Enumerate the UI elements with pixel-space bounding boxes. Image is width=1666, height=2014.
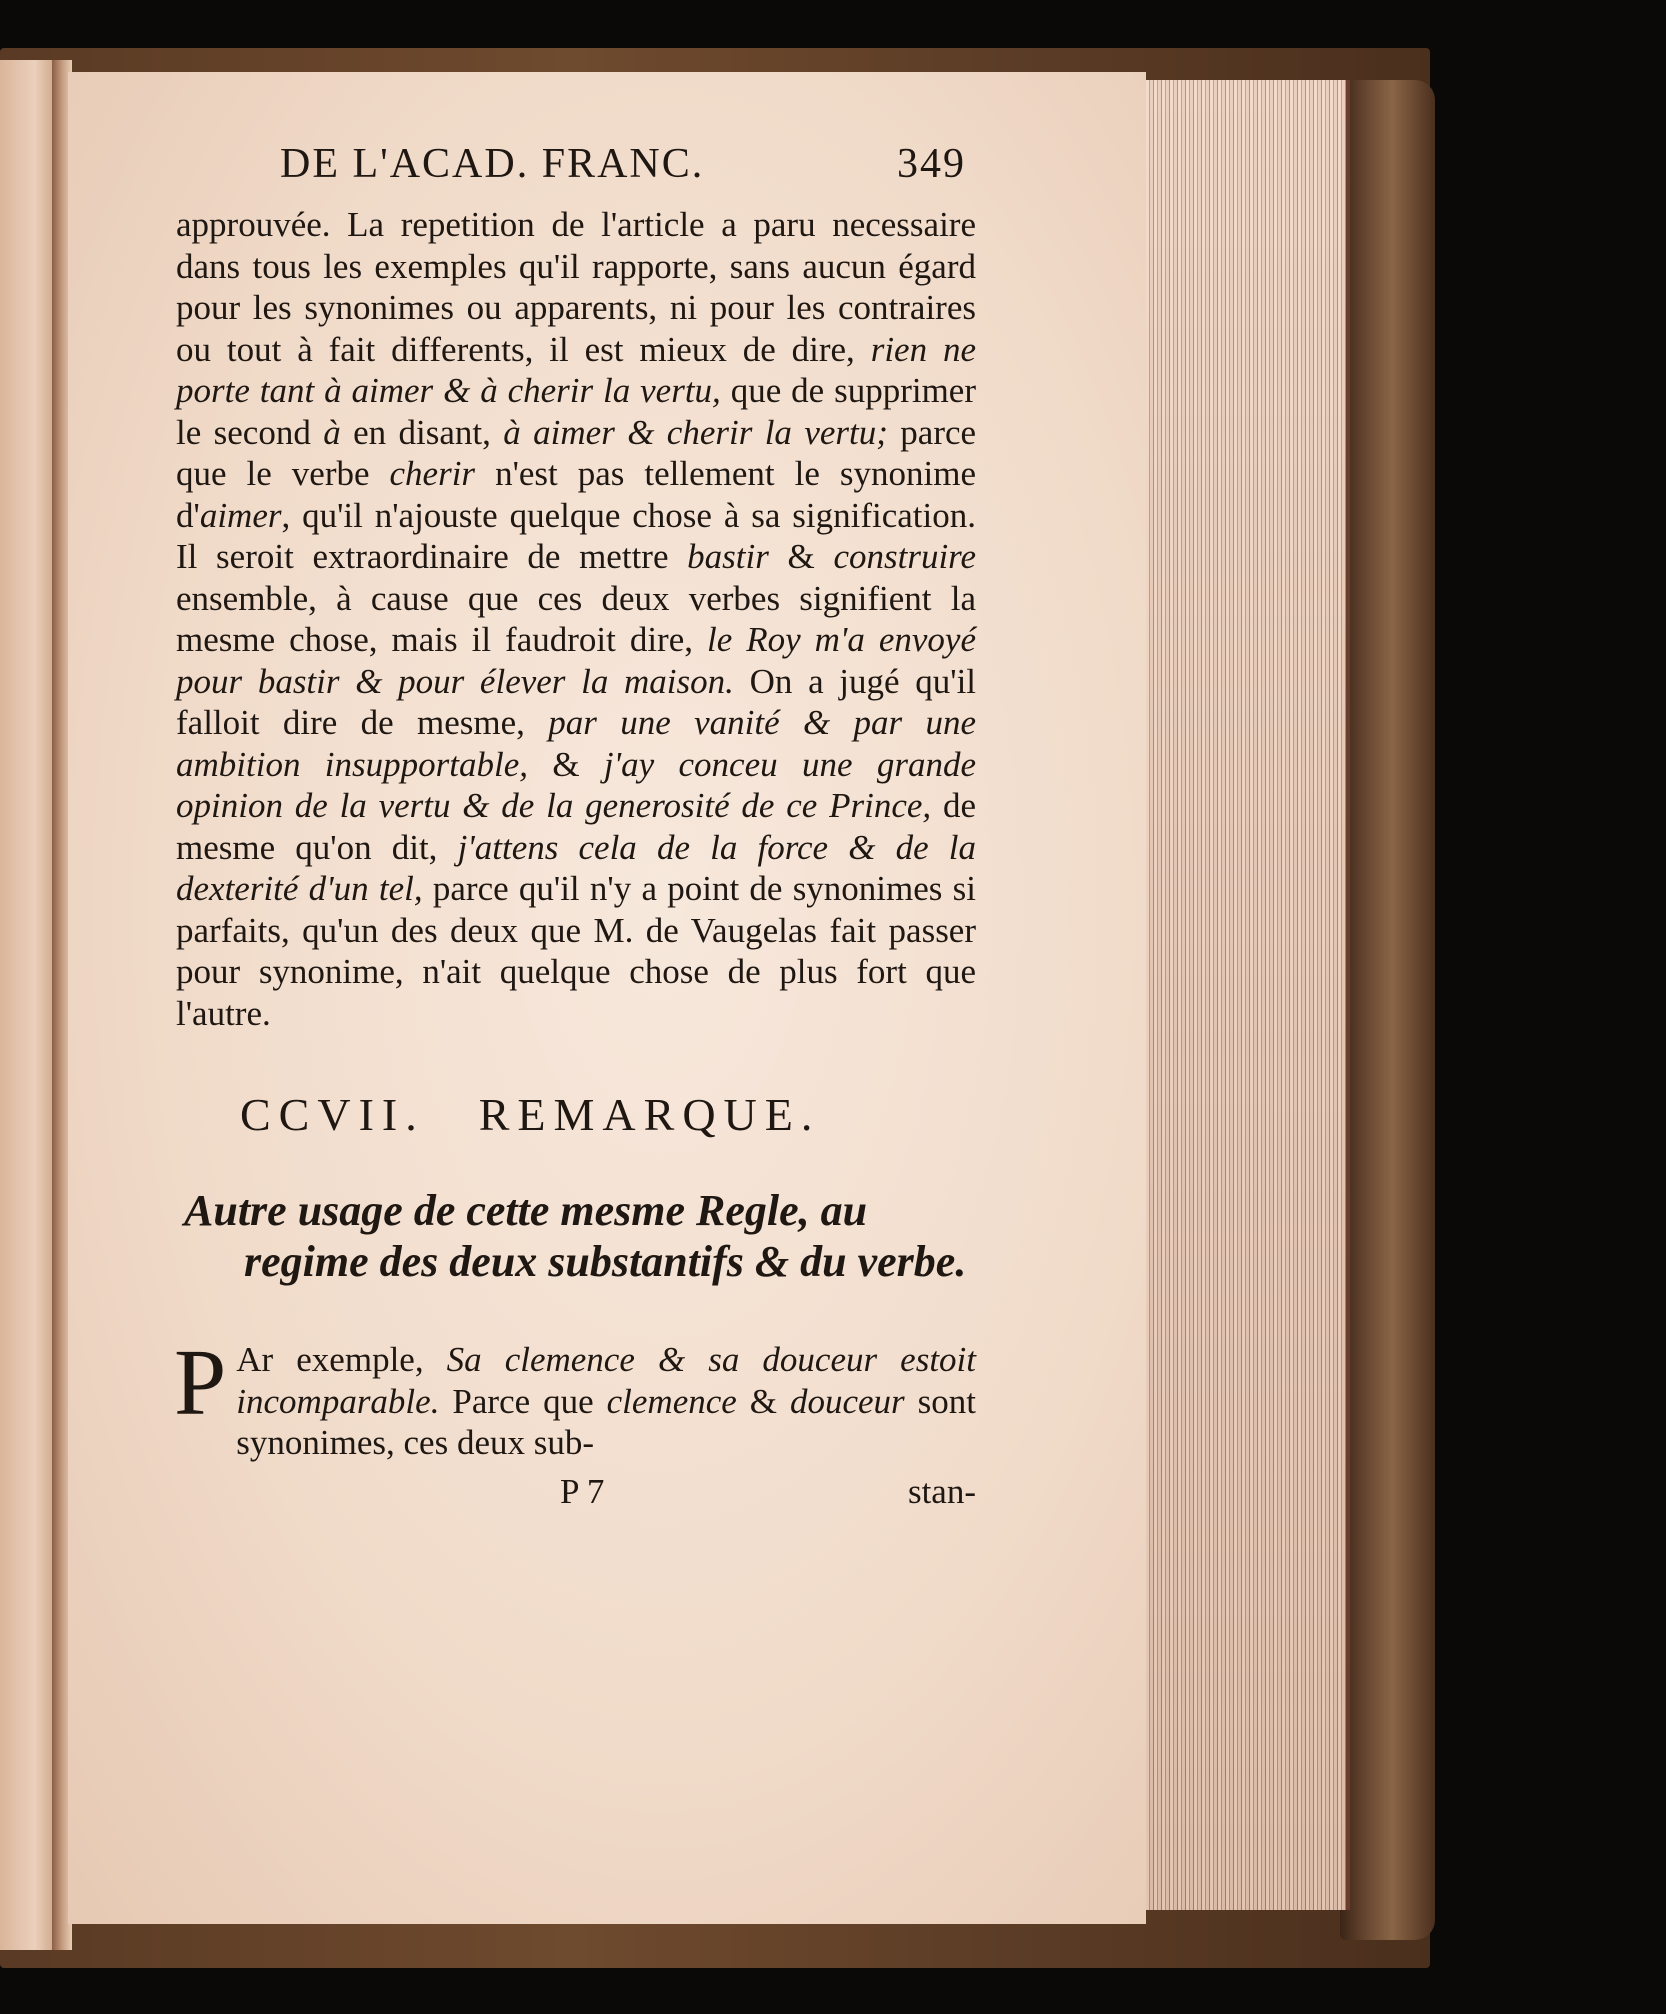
italic-run: construire xyxy=(833,537,977,576)
facing-page-edge xyxy=(0,60,58,1950)
italic-run: cherir xyxy=(389,454,476,493)
text-run: & xyxy=(787,537,815,576)
paragraph-remark xyxy=(174,1331,977,1464)
running-title: DE L'ACAD. FRANC. xyxy=(280,141,705,187)
remark-word: REMARQUE. xyxy=(478,1089,821,1140)
text-run: & xyxy=(749,1381,778,1421)
text-run: & xyxy=(552,744,580,784)
remark-number: CCVII. xyxy=(240,1089,425,1140)
italic-run: aimer xyxy=(199,495,282,535)
text-run: Parce que xyxy=(452,1381,594,1421)
running-head xyxy=(176,140,976,204)
text-run: sont synonimes, ces deux sub- xyxy=(236,1381,977,1462)
book-fore-edge-binding xyxy=(1340,80,1435,1940)
italic-run: à xyxy=(323,412,341,452)
remark-heading xyxy=(240,1088,976,1141)
page-number: 349 xyxy=(897,141,966,187)
text-run: que de supprimer le second xyxy=(176,371,976,452)
text-run: parce que le verbe xyxy=(176,412,977,493)
text-run: approuvée. La repetition de l'article a paru necessaire dans tous les exemples qu'il rapporte, sans aucun égard pour les synonimes ou apparents, ni pour les contraires ou tout à fait differents, il est mieux de dire, xyxy=(176,205,976,369)
catchword: stan- xyxy=(907,1471,976,1511)
text-run: en disant, xyxy=(353,412,491,452)
text-run: , qu'il n'ajouste quelque chose à sa signification. Il seroit extraordinaire de mettre xyxy=(176,495,976,576)
italic-run: rien ne porte tant à aimer & à cherir la vertu, xyxy=(176,329,977,410)
italic-run: douceur xyxy=(789,1381,905,1421)
italic-run: bastir xyxy=(687,537,769,576)
italic-run: j'attens cela de la force & de la dexterité d'un tel, xyxy=(176,827,976,908)
drop-cap: P xyxy=(174,1331,227,1435)
italic-run: à aimer & cherir la vertu; xyxy=(503,412,888,452)
page-footer xyxy=(176,1472,976,1518)
italic-run: le Roy m'a envoyé pour bastir & pour élever la maison. xyxy=(176,620,976,701)
text-run: Ar exemple, xyxy=(236,1340,424,1379)
paragraph-continuation xyxy=(176,204,976,1034)
italic-run: j'ay conceu une grande opinion de la vertu & de la generosité de ce Prince, xyxy=(176,744,976,825)
italic-run: Sa clemence & sa douceur estoit incomparable. xyxy=(236,1340,976,1421)
text-run: n'est pas tellement le synonime d' xyxy=(176,454,976,535)
text-run: de mesme qu'on dit, xyxy=(176,786,977,867)
signature-mark: P 7 xyxy=(560,1471,605,1511)
page-edges xyxy=(1146,80,1350,1910)
text-run: On a jugé qu'il falloit dire de mesme, xyxy=(176,661,977,742)
italic-run: clemence xyxy=(606,1381,737,1421)
text-run: parce qu'il n'y a point de synonimes si parfaits, qu'un des deux que M. de Vaugelas fait passer pour synonime, n'ait quelque chose de plus fort que l'autre. xyxy=(176,869,977,1033)
remark-title: Autre usage de cette mesme Regle, au regime des deux substantifs & du verbe. xyxy=(184,1186,967,1286)
page-text xyxy=(176,140,976,1518)
text-run: ensemble, à cause que ces deux verbes signifient la mesme chose, mais il faudroit dire, xyxy=(176,578,976,659)
italic-run: par une vanité & par une ambition insupportable, xyxy=(176,703,977,784)
